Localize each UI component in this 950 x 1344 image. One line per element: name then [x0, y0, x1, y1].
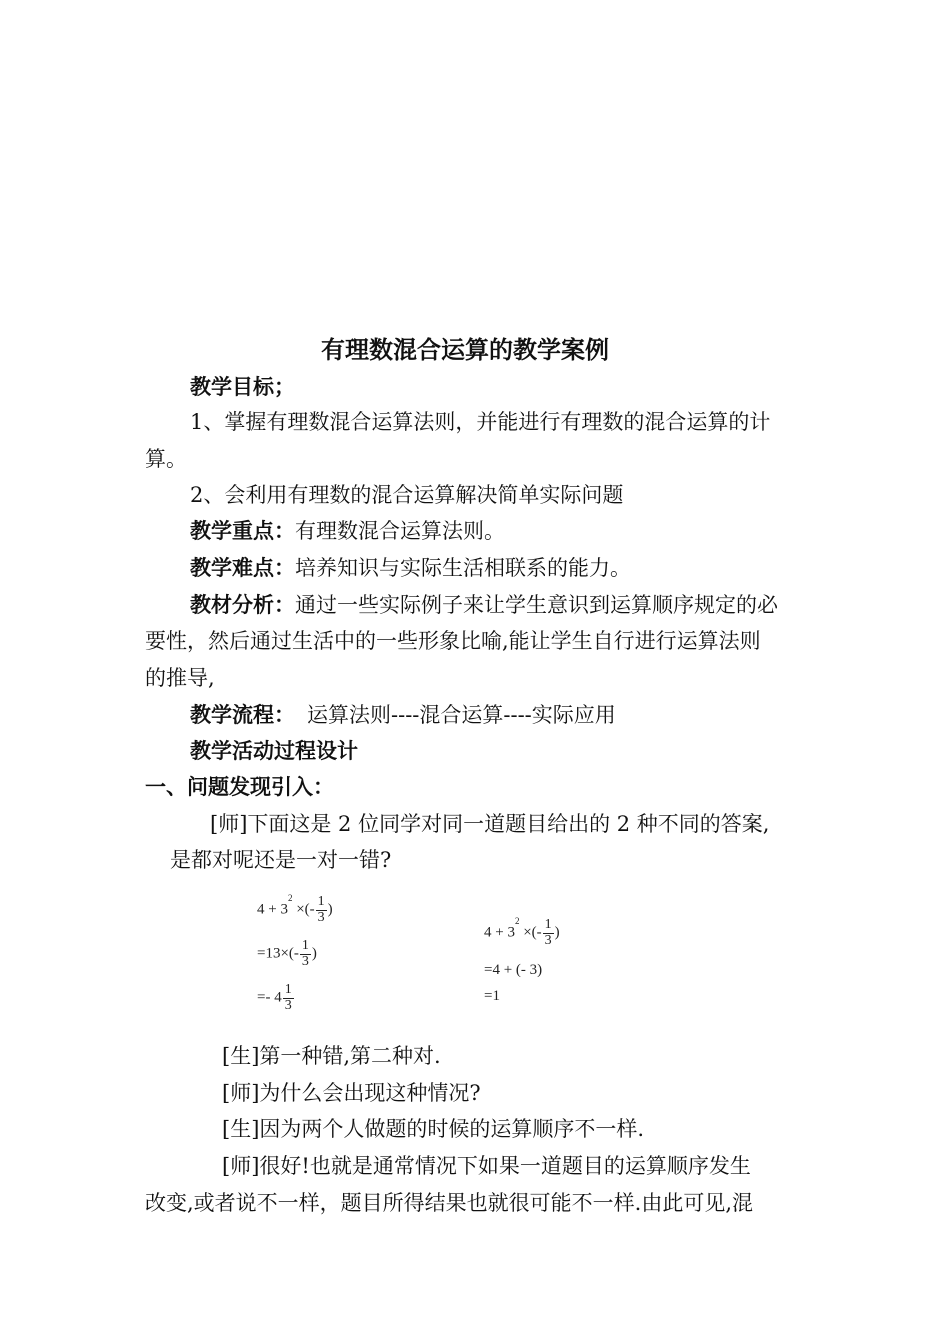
- flow: [190, 701, 616, 729]
- analysis-line-3: 的推导,: [145, 666, 215, 690]
- formula-right-line-1: [484, 918, 560, 948]
- key-point: [190, 517, 505, 545]
- formula-left-l3-frac: [283, 983, 294, 1013]
- flow-label: 教学流程：: [190, 703, 295, 727]
- difficulty: [190, 554, 631, 582]
- document-title: 有理数混合运算的教学案例: [321, 336, 609, 364]
- goals-heading: 教学目标；: [190, 375, 295, 399]
- flow-text: 运算法则----混合运算----实际应用: [307, 703, 616, 727]
- formula-left-l2-num: 1: [301, 938, 309, 953]
- formula-left-l1-exp: 2: [287, 893, 293, 903]
- formula-left-l1-mid: ×(-: [292, 901, 315, 918]
- formula-left-l1-frac: [316, 895, 327, 925]
- teacher-line-1b: 是都对呢还是一对一错?: [170, 848, 392, 872]
- design-heading: 教学活动过程设计: [190, 739, 358, 763]
- formula-left-l1-num: 1: [317, 894, 325, 909]
- goal-item-2: 2、会利用有理数的混合运算解决简单实际问题: [190, 483, 624, 507]
- formula-left-l2-post: ): [311, 945, 317, 962]
- formula-left-l3-num: 1: [284, 982, 292, 997]
- analysis-line-2: 要性，然后通过生活中的一些形象比喻,能让学生自行进行运算法则: [145, 629, 761, 653]
- formula-left-l3-den: 3: [284, 997, 292, 1013]
- analysis-text-1: 通过一些实际例子来让学生意识到运算顺序规定的必: [295, 593, 778, 617]
- teacher-line-3b: 改变,或者说不一样，题目所得结果也就很可能不一样.由此可见,混: [145, 1191, 754, 1215]
- formula-right-line-3: =1: [484, 988, 500, 1004]
- formula-left-l2-pre: =13×(-: [257, 945, 299, 962]
- formula-right-l1-frac: [543, 918, 554, 948]
- formula-right-l1-num: 1: [544, 917, 552, 932]
- formula-right-l1-den: 3: [544, 932, 552, 948]
- formula-left-l1-post: ): [327, 901, 333, 918]
- teacher-line-3a: [师]很好!也就是通常情况下如果一道题目的运算顺序发生: [222, 1154, 751, 1178]
- formula-right-l1-mid: ×(-: [519, 924, 542, 941]
- key-point-text: 有理数混合运算法则。: [295, 519, 505, 543]
- difficulty-text: 培养知识与实际生活相联系的能力。: [295, 556, 631, 580]
- formula-left-line-3: [257, 983, 295, 1013]
- formula-left-l3-pre: =- 4: [257, 989, 282, 1006]
- difficulty-label: 教学难点：: [190, 556, 295, 580]
- teacher-line-1a: [师]下面这是 2 位同学对同一道题目给出的 2 种不同的答案,: [210, 812, 770, 836]
- formula-left-l2-frac: [300, 939, 311, 969]
- formula-left-line-1: [257, 895, 333, 925]
- section-1-heading: 一、问题发现引入：: [145, 775, 334, 799]
- key-point-label: 教学重点：: [190, 519, 295, 543]
- formula-left-line-2: [257, 939, 317, 969]
- formula-left-l1-pre: 4 + 3: [257, 901, 288, 918]
- formula-right-l1-post: ): [554, 924, 560, 941]
- formula-left-l2-den: 3: [301, 953, 309, 969]
- formula-right-l1-pre: 4 + 3: [484, 924, 515, 941]
- teacher-line-2: [师]为什么会出现这种情况?: [222, 1081, 481, 1105]
- formula-right-l1-exp: 2: [514, 916, 520, 926]
- formula-left-l1-den: 3: [317, 909, 325, 925]
- analysis-label: 教材分析：: [190, 593, 295, 617]
- formula-right-line-2: =4 + (- 3): [484, 962, 543, 978]
- goal-item-1-line-2: 算。: [145, 447, 187, 471]
- student-line-1: [生]第一种错,第二种对.: [222, 1044, 441, 1068]
- student-line-2: [生]因为两个人做题的时候的运算顺序不一样.: [222, 1117, 645, 1141]
- analysis-line-1: [190, 591, 778, 619]
- goal-item-1-line-1: 1、掌握有理数混合运算法则，并能进行有理数的混合运算的计: [190, 410, 771, 434]
